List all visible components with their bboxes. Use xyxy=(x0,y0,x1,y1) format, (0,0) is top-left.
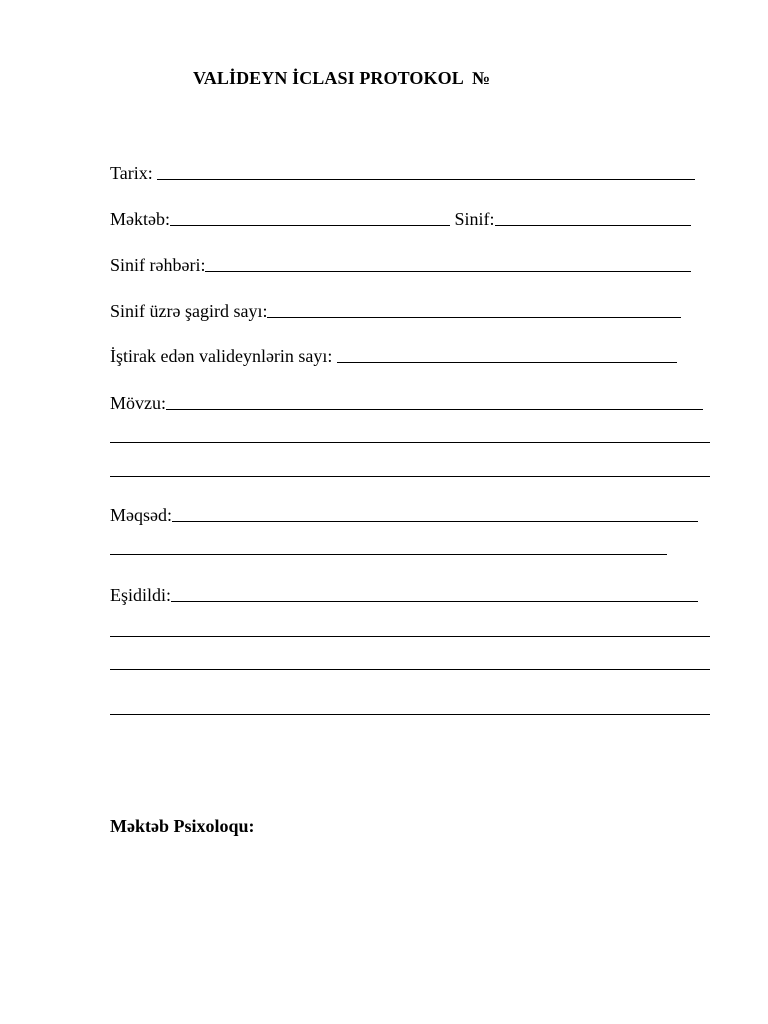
document-title: VALİDEYN İCLASI PROTOKOL № xyxy=(193,68,491,88)
date-row xyxy=(110,158,695,184)
student-count-field[interactable] xyxy=(267,297,681,318)
goal-line-2[interactable] xyxy=(110,553,667,555)
topic-label: Mövzu: xyxy=(110,393,166,413)
goal-row xyxy=(110,500,698,526)
school-class-row xyxy=(110,204,691,230)
topic-row xyxy=(110,388,703,414)
class-teacher-row xyxy=(110,250,691,276)
date-label: Tarix: xyxy=(110,163,158,183)
parents-present-row xyxy=(110,341,677,367)
parents-present-label: İştirak edən valideynlərin sayı: xyxy=(110,346,337,366)
student-count-label: Sinif üzrə şagird sayı: xyxy=(110,301,268,321)
heard-line-2[interactable] xyxy=(110,635,710,637)
class-field[interactable] xyxy=(495,205,691,226)
student-count-row xyxy=(110,296,681,322)
parents-present-field[interactable] xyxy=(337,342,677,363)
school-field[interactable] xyxy=(170,205,450,226)
topic-line-3[interactable] xyxy=(110,475,710,477)
school-label: Məktəb: xyxy=(110,209,170,229)
goal-field[interactable] xyxy=(172,501,698,522)
topic-field[interactable] xyxy=(166,389,703,410)
heard-label: Eşidildi: xyxy=(110,585,172,605)
heard-field[interactable] xyxy=(171,581,698,602)
topic-line-2[interactable] xyxy=(110,441,710,443)
heard-line-4[interactable] xyxy=(110,713,710,715)
class-teacher-label: Sinif rəhbəri: xyxy=(110,255,206,275)
date-field[interactable] xyxy=(157,159,695,180)
goal-label: Məqsəd: xyxy=(110,505,172,525)
class-teacher-field[interactable] xyxy=(205,251,691,272)
school-psychologist-label: Məktəb Psixoloqu: xyxy=(110,816,255,836)
heard-row xyxy=(110,580,698,606)
heard-line-3[interactable] xyxy=(110,668,710,670)
class-label: Sinif: xyxy=(450,209,495,229)
